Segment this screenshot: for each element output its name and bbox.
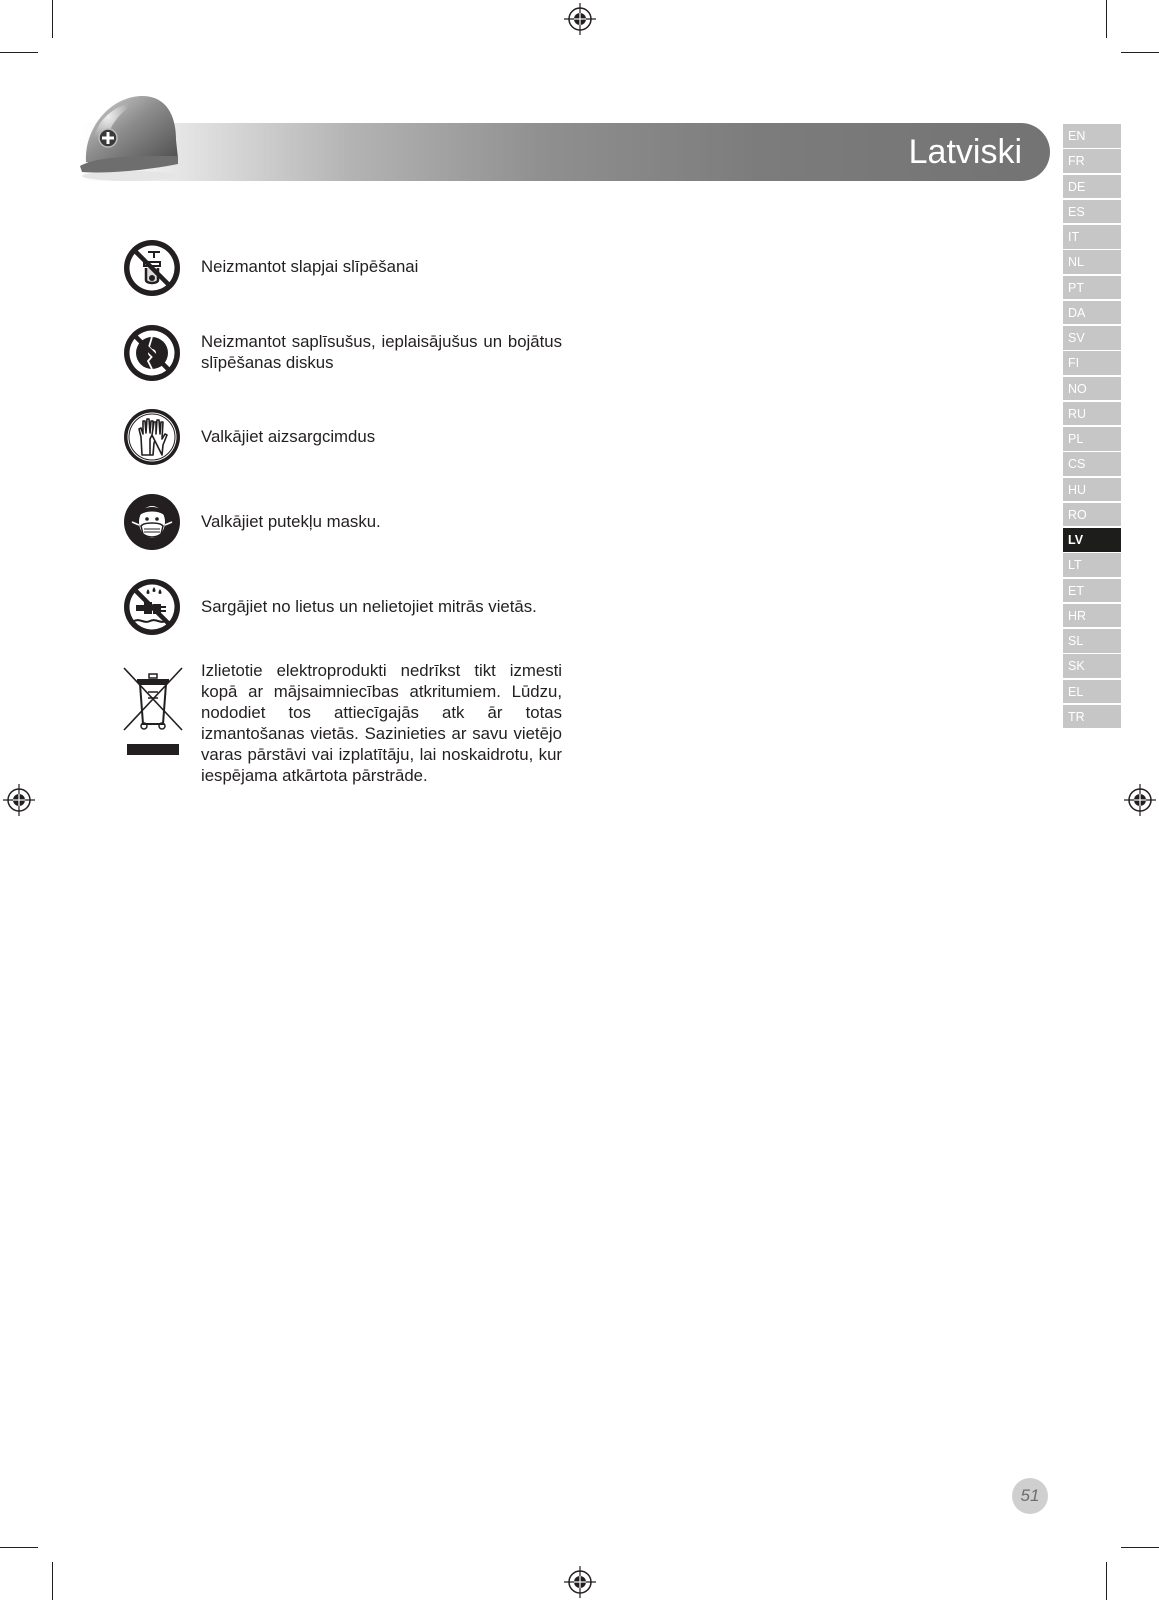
section-header-band [80, 123, 1050, 181]
crop-mark [1106, 1562, 1107, 1600]
language-tab-lv[interactable]: LV [1063, 528, 1121, 552]
safety-item-text: Valkājiet putekļu masku. [201, 512, 381, 531]
language-tab-sv[interactable]: SV [1063, 326, 1121, 350]
language-tab-it[interactable]: IT [1063, 225, 1121, 249]
safety-item [122, 323, 562, 383]
language-tab-hu[interactable]: HU [1063, 478, 1121, 502]
crop-mark [52, 0, 53, 38]
safety-item-text: Izlietotie elektroprodukti nedrīkst tikt izmesti kopā ar mājsaimniecības atkritumiem. Lūdzu, nododiet tos attiecīgajās atk ār totas izmantošanas vietās. Sazinieties ar savu vietējo varas pārstāvi vai izplatītāju, lai noskaidrotu, kur iespējama atkārtota pārstrāde. [201, 661, 562, 785]
no-rain-icon [122, 577, 182, 637]
dust-mask-icon [122, 492, 182, 552]
no-wet-grinding-icon [122, 238, 182, 298]
language-tab-no[interactable]: NO [1063, 377, 1121, 401]
crop-mark [1121, 52, 1159, 53]
language-tab-nl[interactable]: NL [1063, 250, 1121, 274]
safety-item-text: Sargājiet no lietus un nelietojiet mitrās vietās. [201, 597, 537, 616]
language-tab-tr[interactable]: TR [1063, 705, 1121, 729]
safety-item [122, 238, 562, 298]
safety-item [122, 660, 562, 788]
gloves-icon [122, 407, 182, 467]
weee-bin-icon [122, 664, 184, 772]
crop-mark [1121, 1547, 1159, 1548]
language-tab-pl[interactable]: PL [1063, 427, 1121, 451]
language-tab-da[interactable]: DA [1063, 301, 1121, 325]
safety-item [122, 407, 562, 467]
language-tab-sl[interactable]: SL [1063, 629, 1121, 653]
crop-mark [52, 1562, 53, 1600]
safety-item-text: Valkājiet aizsargcimdus [201, 427, 376, 446]
language-tab-sk[interactable]: SK [1063, 654, 1121, 678]
safety-item [122, 492, 562, 552]
registration-mark-icon [564, 1566, 596, 1598]
no-damaged-disc-icon [122, 323, 182, 383]
page-title: Latviski [908, 133, 1022, 171]
language-tab-de[interactable]: DE [1063, 175, 1121, 199]
language-tab-ro[interactable]: RO [1063, 503, 1121, 527]
language-tab-hr[interactable]: HR [1063, 604, 1121, 628]
safety-item-text: Neizmantot saplīsušus, ieplaisājušus un bojātus slīpēšanas diskus [201, 332, 562, 372]
language-tab-lt[interactable]: LT [1063, 553, 1121, 577]
language-tab-fr[interactable]: FR [1063, 149, 1121, 173]
registration-mark-icon [564, 3, 596, 35]
language-tab-pt[interactable]: PT [1063, 276, 1121, 300]
helmet-icon [78, 90, 182, 182]
crop-mark [1106, 0, 1107, 38]
language-tab-el[interactable]: EL [1063, 680, 1121, 704]
page-number: 51 [1012, 1478, 1048, 1514]
language-tabs [1063, 124, 1121, 730]
language-tab-fi[interactable]: FI [1063, 351, 1121, 375]
registration-mark-icon [1124, 784, 1156, 816]
language-tab-en[interactable]: EN [1063, 124, 1121, 148]
safety-item [122, 577, 562, 637]
language-tab-et[interactable]: ET [1063, 579, 1121, 603]
crop-mark [0, 1547, 38, 1548]
crop-mark [0, 52, 38, 53]
language-tab-cs[interactable]: CS [1063, 452, 1121, 476]
language-tab-ru[interactable]: RU [1063, 402, 1121, 426]
language-tab-es[interactable]: ES [1063, 200, 1121, 224]
registration-mark-icon [3, 784, 35, 816]
safety-item-text: Neizmantot slapjai slīpēšanai [201, 257, 419, 276]
